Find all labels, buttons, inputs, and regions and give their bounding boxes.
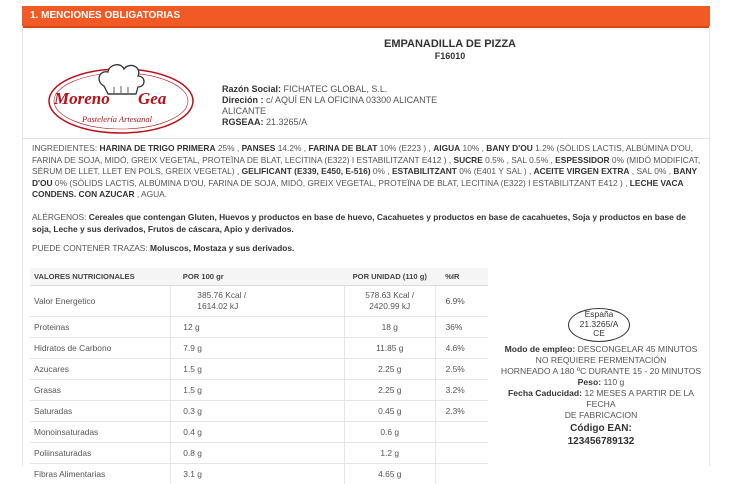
nutrient-name: Grasas — [30, 380, 171, 401]
usage-caducidad-line2: DE FABRICACION — [495, 410, 707, 421]
nutrient-per-unit: 0.6 g — [344, 422, 435, 443]
company-direccion: Direción : c/ AQUÍ EN LA OFICINA 03300 ALICANTE — [222, 95, 437, 106]
section-header — [22, 6, 710, 28]
ingredient-name: HARINA DE TRIGO PRIMERA — [99, 143, 215, 153]
ingredient-name: ESPESSIDOR — [555, 155, 609, 165]
ingredient-name: LECHE VACA CONDENS. CON AZUCAR — [32, 178, 683, 200]
stamp-number: 21.3265/A — [569, 320, 629, 330]
nutrient-per100: 3.1 g — [171, 464, 345, 484]
ingredient-detail: 0% , — [371, 166, 392, 176]
ingredient-detail: 0.5% , SAL 0.5% , — [483, 155, 555, 165]
allergens-label: ALÉRGENOS: — [32, 212, 86, 222]
traces-list: Moluscos, Mostaza y sus derivados. — [150, 243, 294, 253]
ingredient-name: PANSES — [242, 143, 276, 153]
nutrient-name: Proteinas — [30, 317, 171, 338]
usage-peso: Peso: 110 g — [495, 377, 707, 388]
stamp-country: España — [569, 310, 629, 320]
nutrient-per-unit: 4.65 g — [344, 464, 435, 484]
ean-value: 123456789132 — [495, 436, 707, 447]
nutrient-per-unit: 18 g — [344, 317, 435, 338]
health-mark-stamp — [568, 308, 630, 342]
ingredient-detail: 0% (MIDÓ MODIFICAT, SÈRUM DE LLET, LLET EN POLS, GREIX VEGETAL) , — [32, 155, 700, 177]
usage-modo-line2: NO REQUIERE FERMENTACIÓN — [495, 355, 707, 366]
company-info — [222, 84, 437, 128]
ingredient-name: AIGUA — [433, 143, 460, 153]
ingredients-label: INGREDIENTES: — [32, 143, 97, 153]
ingredient-detail: 1.2% (SÒLIDS LACTIS, ALBÚMINA D'OU, FARINA DE SOJA, MIDÓ, GREIX VEGETAL, PROTEÏNA DE BLAT, LECITINA (E322) I ESTABILITZANT E412 ) , — [32, 143, 693, 165]
product-code: F16010 — [370, 51, 530, 61]
usage-modo: Modo de empleo: DESCONGELAR 45 MINUTOS — [495, 344, 707, 355]
nutrient-name: Fibras Alimentarias — [30, 464, 171, 484]
nutrient-ir: 2.3% — [435, 401, 488, 422]
logo-word2: Gea — [138, 89, 167, 108]
ingredient-name: BANY D'OU — [32, 166, 697, 188]
nutrition-header: %IR — [435, 268, 488, 286]
ingredient-detail: , AGUA. — [135, 189, 168, 199]
table-row — [30, 443, 488, 464]
nutrient-ir — [435, 464, 488, 484]
table-row — [30, 422, 488, 443]
stamp-ce: CE — [569, 329, 629, 339]
nutrient-per-unit: 2.25 g — [344, 380, 435, 401]
nutrient-name: Monoinsaturadas — [30, 422, 171, 443]
ingredient-detail: 10% (E223 ) , — [377, 143, 433, 153]
nutrient-ir: 6.9% — [435, 286, 488, 317]
nutrient-per100: 385.76 Kcal / 1614.02 kJ — [171, 286, 345, 317]
nutrition-header-row — [30, 268, 488, 286]
ingredient-detail: , SAL 0% , — [629, 166, 673, 176]
nutrient-per100: 1.5 g — [171, 380, 345, 401]
table-row — [30, 338, 488, 359]
ingredient-name: GELIFICANT (E339, E450, E-516) — [242, 166, 371, 176]
nutrient-ir — [435, 443, 488, 464]
nutrient-name: Poliinsaturadas — [30, 443, 171, 464]
table-row — [30, 380, 488, 401]
nutrient-ir — [435, 422, 488, 443]
brand-logo — [46, 56, 196, 136]
product-name: EMPANADILLA DE PIZZA — [370, 38, 530, 50]
brand-logo-graphic — [46, 56, 196, 136]
nutrient-per100: 7.9 g — [171, 338, 345, 359]
nutrition-header: VALORES NUTRICIONALES — [30, 268, 171, 286]
nutrient-name: Valor Energetico — [30, 286, 171, 317]
ingredient-name: SUCRE — [454, 155, 483, 165]
ingredient-detail: 0% (SÒLIDS LACTIS, ALBÚMINA D'OU, FARINA DE SOJA, MIDÓ, GREIX VEGETAL, PROTEÏNA DE BLAT, LECITINA (E322) I ESTABILITZANT E412 ) , — [53, 178, 630, 188]
company-razon: Razón Social: FICHATEC GLOBAL, S.L. — [222, 84, 437, 95]
section-title: 1. MENCIONES OBLIGATORIAS — [30, 10, 180, 21]
ingredient-name: ACEITE VIRGEN EXTRA — [534, 166, 630, 176]
ingredient-name: ESTABILITZANT — [392, 166, 457, 176]
table-row — [30, 464, 488, 484]
allergens-list: Cereales que contengan Gluten, Huevos y productos en base de huevo, Cacahuetes y productos en base de cacahuetes, Soja y productos en base de soja, Leche y sus derivados, Frutos de cáscara, Apio y derivados. — [32, 212, 686, 234]
nutrition-table — [30, 268, 488, 484]
nutrient-per-unit: 1.2 g — [344, 443, 435, 464]
ingredient-name: FARINA DE BLAT — [308, 143, 377, 153]
traces-text — [32, 243, 704, 253]
usage-info — [495, 344, 707, 421]
nutrient-per-unit: 11.85 g — [344, 338, 435, 359]
ingredient-detail: 25% , — [216, 143, 242, 153]
traces-label: PUEDE CONTENER TRAZAS: — [32, 243, 148, 253]
table-row — [30, 286, 488, 317]
ingredients-list — [32, 143, 700, 199]
nutrient-name: Azucares — [30, 359, 171, 380]
ingredient-detail: 10% , — [460, 143, 486, 153]
ingredient-detail: 0% (E401 Y SAL ) , — [457, 166, 534, 176]
company-city: ALICANTE — [222, 106, 437, 117]
usage-modo-line3: HORNEADO A 180 ºC DURANTE 15 - 20 MINUTOS — [495, 366, 707, 377]
nutrient-ir: 36% — [435, 317, 488, 338]
nutrition-header: POR 100 gr — [171, 268, 345, 286]
divider — [22, 138, 710, 139]
nutrient-per100: 0.3 g — [171, 401, 345, 422]
nutrition-header: POR UNIDAD (110 g) — [344, 268, 435, 286]
nutrient-per-unit: 578.63 Kcal / 2420.99 kJ — [344, 286, 435, 317]
allergens-text — [32, 211, 704, 235]
nutrient-per100: 0.8 g — [171, 443, 345, 464]
logo-word1: Moreno — [53, 89, 110, 108]
nutrient-per100: 0.4 g — [171, 422, 345, 443]
nutrient-ir: 2.5% — [435, 359, 488, 380]
nutrient-per-unit: 0.45 g — [344, 401, 435, 422]
nutrient-ir: 4.6% — [435, 338, 488, 359]
nutrient-per100: 12 g — [171, 317, 345, 338]
nutrient-name: Saturadas — [30, 401, 171, 422]
ingredients-text — [32, 143, 704, 201]
table-row — [30, 401, 488, 422]
ingredient-name: BANY D'OU — [486, 143, 533, 153]
nutrient-per100: 1.5 g — [171, 359, 345, 380]
ingredient-detail: 14.2% , — [275, 143, 308, 153]
nutrient-ir: 3.2% — [435, 380, 488, 401]
company-rgseaa: RGSEAA: 21.3265/A — [222, 117, 437, 128]
nutrient-name: Hidratos de Carbono — [30, 338, 171, 359]
table-row — [30, 359, 488, 380]
usage-caducidad: Fecha Caducidad: 12 MESES A PARTIR DE LA FECHA — [495, 388, 707, 410]
table-row — [30, 317, 488, 338]
nutrient-per-unit: 2.25 g — [344, 359, 435, 380]
logo-tagline: Pastelería Artesanal — [81, 114, 153, 124]
ean-label: Código EAN: — [495, 423, 707, 434]
